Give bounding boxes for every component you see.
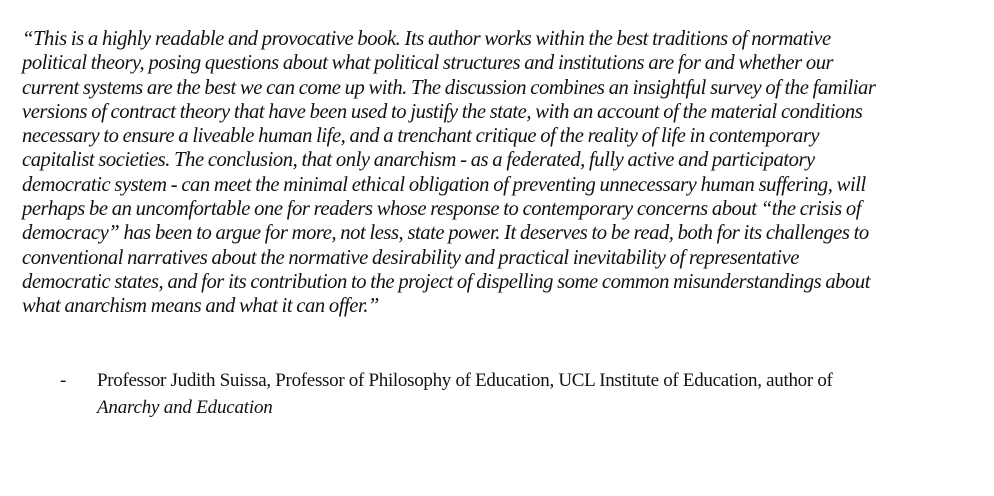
quote-line: political theory, posing questions about what political structures and institutions are for and whether our	[22, 52, 834, 75]
quote-line: necessary to ensure a liveable human life, and a trenchant critique of the reality of life in contemporary	[22, 125, 820, 148]
quote-line: “This is a highly readable and provocative book. Its author works within the best traditions of normative	[22, 28, 831, 50]
quote-line: current systems are the best we can come up with. The discussion combines an insightful survey of the familiar	[22, 76, 876, 99]
endorsement-quote	[22, 27, 962, 319]
attribution-book-title: Anarchy and Education	[97, 397, 273, 418]
quote-line: perhaps be an uncomfortable one for readers whose response to contemporary concerns about “the crisis of	[22, 198, 861, 221]
quote-line: capitalist societies. The conclusion, that only anarchism - as a federated, fully active and participatory	[22, 149, 815, 172]
quote-line: democracy” has been to argue for more, not less, state power. It deserves to be read, both for its challenges to	[22, 222, 869, 245]
quote-line: conventional narratives about the normative desirability and practical inevitability of representative	[22, 246, 799, 269]
quote-line: what anarchism means and what it can offer.”	[22, 295, 379, 318]
quote-line: democratic states, and for its contribution to the project of dispelling some common misunderstandings about	[22, 270, 870, 293]
quote-line: versions of contract theory that have been used to justify the state, with an account of the material conditions	[22, 100, 863, 123]
attribution-author: Professor Judith Suissa, Professor of Philosophy of Education, UCL Institute of Education, author of	[97, 370, 833, 391]
attribution-dash: -	[60, 370, 67, 391]
quote-line: democratic system - can meet the minimal ethical obligation of preventing unnecessary human suffering, will	[22, 173, 866, 196]
